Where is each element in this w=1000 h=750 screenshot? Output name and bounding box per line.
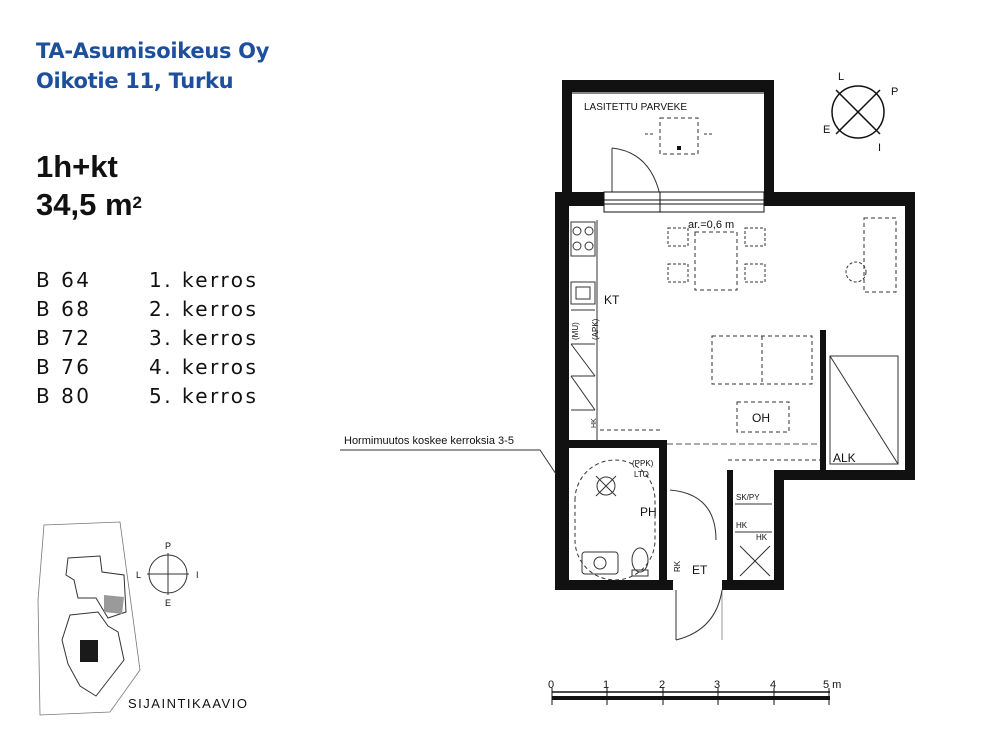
scale-tick-label: 3 (714, 679, 721, 691)
stove-burner (573, 227, 581, 235)
floor-level: 1. kerros (149, 268, 259, 292)
floor-level: 2. kerros (149, 297, 259, 321)
balcony (562, 80, 774, 198)
entrance-label: ET (692, 563, 708, 577)
stove-burner (573, 242, 581, 250)
balcony-table-dot (677, 146, 681, 150)
stove-burner (585, 242, 593, 250)
property-address: Oikotie 11, Turku (36, 69, 234, 93)
compass-small-west: L (136, 570, 142, 580)
apartment-highlight (80, 640, 98, 662)
compass-small (136, 541, 199, 608)
desk-chair (846, 262, 866, 282)
stove (571, 222, 595, 256)
wall-bathroom-top (569, 440, 667, 448)
floor-level: 4. kerros (149, 355, 259, 379)
cabinet-skpy-label: SK/PY (736, 493, 760, 502)
dining-set (668, 219, 765, 290)
compass-east-label: I (878, 142, 882, 154)
company-name: TA-Asumisoikeus Oy (36, 39, 270, 63)
stove-burner (585, 227, 593, 235)
bathroom (575, 459, 657, 580)
inner-door-swing (670, 490, 716, 540)
desk-area (846, 218, 896, 292)
compass-small-south: E (165, 598, 172, 608)
wall-alcove (820, 330, 826, 470)
dining-chair (668, 228, 688, 246)
cabinet-hk-label: HK (736, 521, 748, 530)
stair-core (104, 595, 124, 614)
alcove-bed (830, 356, 898, 465)
balcony-door (604, 148, 764, 212)
wall-left (555, 192, 569, 590)
cabinet-hk-label: HK (591, 418, 598, 428)
living-room-label: OH (752, 411, 770, 425)
compass-main (823, 71, 898, 154)
floor-level: 3. kerros (149, 326, 259, 350)
dining-chair (745, 228, 765, 246)
sink-basin (576, 287, 590, 299)
bath-lto-label: LTO (634, 470, 649, 479)
area-unit-sup: 2 (132, 193, 142, 212)
hormi-note-label: Hormimuutos koskee kerroksia 3-5 (344, 435, 514, 447)
wall-entrance-right (774, 470, 784, 590)
fridge-diagonal (571, 344, 595, 376)
bed-diagonal (830, 356, 898, 464)
wall-bottom-left (555, 580, 673, 590)
wall-top-right (764, 192, 914, 206)
scale-tick-label: 4 (770, 679, 777, 691)
compass-small-north: P (165, 541, 172, 551)
scale-tick-label: 0 (548, 679, 555, 691)
scale-tick-label: 2 (659, 679, 666, 691)
compass-west-label: L (838, 71, 845, 83)
apartment-code: B 76 (36, 355, 92, 379)
kitchen-label: KT (604, 293, 620, 307)
table-note-label: ar.=0,6 m (688, 219, 735, 231)
balcony-right-wall (764, 80, 774, 198)
wall-closet (727, 470, 733, 580)
bath-ppk-label: (PPK) (632, 459, 654, 468)
kitchen-mu-label: (MU) (571, 322, 580, 340)
apartment-code: B 64 (36, 268, 92, 292)
site-buildings (62, 556, 126, 696)
scale-tick-label: 5 m (823, 679, 842, 691)
scale-bar-fill (552, 696, 830, 700)
wall-bottom-entrance (722, 580, 784, 590)
apartment-code: B 80 (36, 384, 92, 408)
balcony-top-wall (562, 80, 774, 92)
alcove-label: ALK (833, 451, 856, 465)
balcony-left-wall (562, 80, 572, 198)
dining-table (695, 232, 737, 290)
sink (571, 282, 595, 304)
balcony-window-frame (604, 192, 764, 212)
site-plan (38, 522, 248, 715)
compass-south-label: E (823, 124, 831, 136)
dining-chair (668, 264, 688, 282)
scale-tick-label: 1 (603, 679, 610, 691)
balcony-label: LASITETTU PARVEKE (584, 102, 687, 113)
wall-bathroom-right (659, 440, 667, 580)
hormi-leader-line (340, 450, 556, 474)
area-value: 34,5 m (36, 187, 133, 222)
washbasin-bowl (594, 557, 606, 569)
dining-chair (745, 264, 765, 282)
cabinet-rk-label: RK (673, 560, 682, 572)
apartment-type: 1h+kt (36, 149, 118, 184)
hormi-annotation (340, 435, 556, 474)
compass-north-label: P (891, 86, 899, 98)
cabinet-hk3-label: HK (756, 533, 768, 542)
wall-right (905, 192, 915, 480)
toilet-tank (632, 570, 648, 576)
site-plan-title: SIJAINTIKAAVIO (128, 696, 249, 711)
toilet (632, 548, 648, 572)
apartment-code: B 68 (36, 297, 92, 321)
wall-bottom-right (774, 470, 915, 480)
kitchen-counter (571, 220, 620, 440)
cabinet-diagonal (571, 376, 595, 410)
washbasin (582, 552, 618, 574)
compass-small-east: I (196, 570, 199, 580)
kitchen-apk-label: (APK) (591, 318, 600, 340)
floor-level: 5. kerros (149, 384, 259, 408)
balcony-door-swing (612, 148, 660, 195)
apartment-code: B 72 (36, 326, 92, 350)
entrance (670, 490, 772, 640)
front-door-swing (676, 590, 722, 640)
scale-bar (548, 679, 841, 705)
walls (555, 192, 915, 590)
bathroom-label: PH (640, 505, 657, 519)
floor-plan (340, 80, 915, 640)
desk (864, 218, 896, 292)
living-furniture (712, 336, 820, 460)
